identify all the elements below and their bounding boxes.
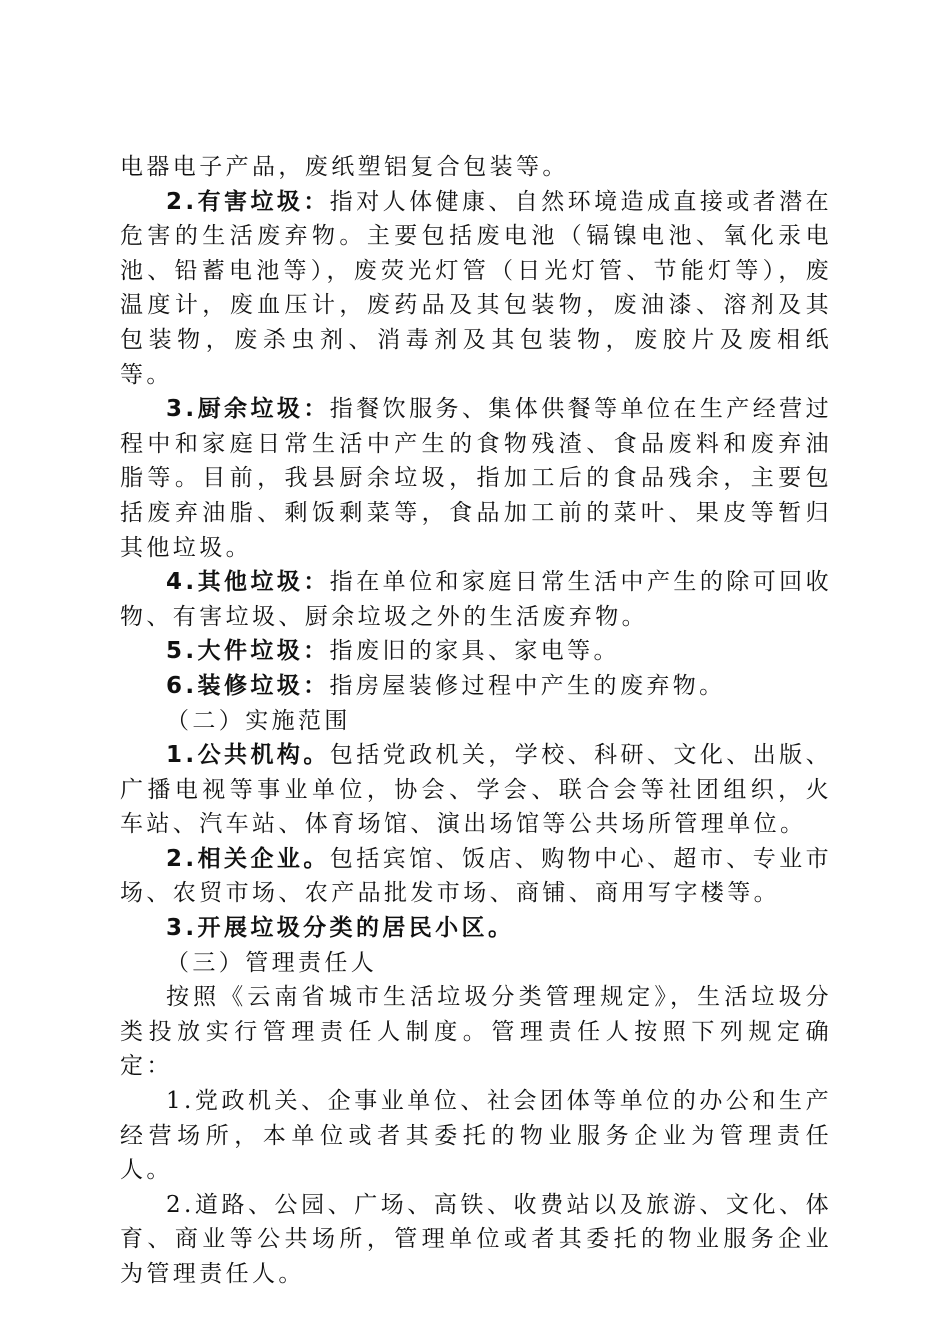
section-heading-scope bbox=[120, 704, 832, 739]
paragraph-label: 2.相关企业。 bbox=[166, 845, 330, 872]
paragraph-label: 2.有害垃圾： bbox=[166, 188, 330, 215]
paragraph-text: 指对人体健康、自然环境造成直接或者潜在危害的生活废弃物。主要包括废电池（镉镍电池、氧化汞电池、铅蓄电池等），废荧光灯管（日光灯管、节能灯等），废温度计，废血压计，废药品及其包装物，废油漆、溶剂及其包装物，废杀虫剂、消毒剂及其包装物，废胶片及废相纸等。 bbox=[120, 188, 832, 388]
section-heading-responsible-person bbox=[120, 946, 832, 981]
paragraph-label: 6.装修垃圾： bbox=[166, 672, 330, 699]
paragraph-label: 3.开展垃圾分类的居民小区。 bbox=[166, 915, 515, 942]
document-body bbox=[120, 150, 832, 1292]
paragraph-label: 1.公共机构。 bbox=[166, 742, 330, 769]
paragraph-rule-2 bbox=[120, 1188, 832, 1292]
paragraph-text: 电器电子产品，废纸塑铝复合包装等。 bbox=[120, 154, 569, 180]
paragraph-bulky-waste bbox=[120, 634, 832, 669]
paragraph-related-enterprises bbox=[120, 842, 832, 911]
paragraph-text: 指废旧的家具、家电等。 bbox=[329, 638, 620, 665]
paragraph-kitchen-waste bbox=[120, 392, 832, 565]
paragraph-label: 3.厨余垃圾： bbox=[166, 396, 330, 423]
paragraph-other-waste bbox=[120, 565, 832, 634]
paragraph-text: 1.党政机关、企事业单位、社会团体等单位的办公和生产经营场所，本单位或者其委托的物业服务企业为管理责任人。 bbox=[120, 1088, 832, 1184]
paragraph-text: 包括宾馆、饭店、购物中心、超市、专业市场、农贸市场、农产品批发市场、商铺、商用写字楼等。 bbox=[120, 845, 832, 907]
paragraph-renovation-waste bbox=[120, 669, 832, 704]
paragraph-text: 指在单位和家庭日常生活中产生的除可回收物、有害垃圾、厨余垃圾之外的生活废弃物。 bbox=[120, 569, 832, 630]
section-heading-text: （二）实施范围 bbox=[166, 707, 351, 734]
paragraph-public-institutions bbox=[120, 738, 832, 842]
paragraph-rule-1 bbox=[120, 1084, 832, 1188]
paragraph-recyclables-continued bbox=[120, 150, 832, 185]
paragraph-label: 4.其他垃圾： bbox=[166, 569, 330, 596]
paragraph-regulation-reference bbox=[120, 980, 832, 1084]
paragraph-residential-communities bbox=[120, 911, 832, 946]
section-heading-text: （三）管理责任人 bbox=[166, 949, 378, 976]
paragraph-text: 包括党政机关，学校、科研、文化、出版、广播电视等事业单位，协会、学会、联合会等社团组织，火车站、汽车站、体育场馆、演出场馆等公共场所管理单位。 bbox=[120, 742, 832, 838]
paragraph-label: 5.大件垃圾： bbox=[166, 638, 330, 665]
paragraph-text: 2.道路、公园、广场、高铁、收费站以及旅游、文化、体育、商业等公共场所，管理单位或者其委托的物业服务企业为管理责任人。 bbox=[120, 1191, 832, 1287]
paragraph-hazardous-waste bbox=[120, 185, 832, 393]
paragraph-text: 按照《云南省城市生活垃圾分类管理规定》，生活垃圾分类投放实行管理责任人制度。管理责任人按照下列规定确定： bbox=[120, 984, 832, 1080]
paragraph-text: 指餐饮服务、集体供餐等单位在生产经营过程中和家庭日常生活中产生的食物残渣、食品废料和废弃油脂等。目前，我县厨余垃圾，指加工后的食品残余，主要包括废弃油脂、剩饭剩菜等，食品加工前的菜叶、果皮等暂归其他垃圾。 bbox=[120, 396, 832, 561]
paragraph-text: 指房屋装修过程中产生的废弃物。 bbox=[329, 672, 726, 699]
